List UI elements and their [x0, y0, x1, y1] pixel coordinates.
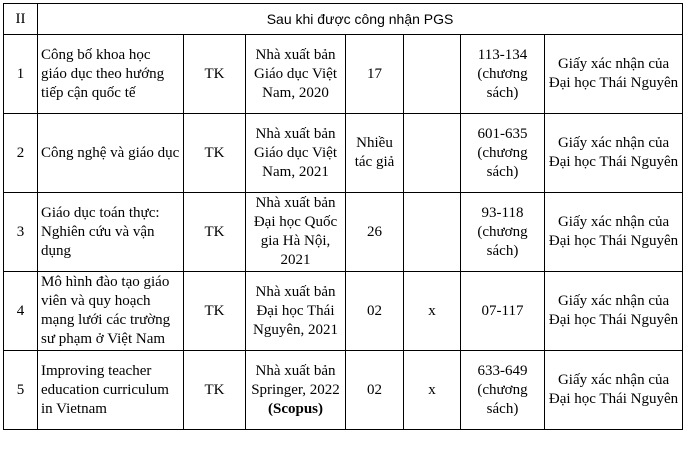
- confirmation-cell: Giấy xác nhận của Đại học Thái Nguyên: [545, 114, 683, 193]
- row-number: 2: [4, 114, 38, 193]
- table-row: [4, 351, 683, 430]
- index-note: (Scopus): [267, 400, 323, 417]
- row-number: 5: [4, 351, 38, 430]
- publication-type: TK: [184, 114, 246, 193]
- page-range: 113-134 (chương sách): [461, 35, 545, 114]
- table-row: [4, 114, 683, 193]
- author-count: 26: [346, 193, 404, 272]
- main-author-mark: x: [404, 351, 461, 430]
- section-header-row: [4, 4, 683, 35]
- table-row: [4, 193, 683, 272]
- publisher-text: Nhà xuất bản Giáo dục Việt Nam, 2021: [254, 125, 337, 180]
- section-number: II: [4, 4, 38, 35]
- row-number: 3: [4, 193, 38, 272]
- author-count: 02: [346, 351, 404, 430]
- publication-type: TK: [184, 193, 246, 272]
- publication-type: TK: [184, 35, 246, 114]
- page-range: 07-117: [461, 272, 545, 351]
- publication-title: Improving teacher education curriculum in Vietnam: [38, 351, 184, 430]
- publisher-cell: [246, 35, 346, 114]
- main-author-mark: [404, 193, 461, 272]
- publication-title: Công nghệ và giáo dục: [38, 114, 184, 193]
- page-range: 633-649 (chương sách): [461, 351, 545, 430]
- publisher-cell: [246, 193, 346, 272]
- publisher-text: Nhà xuất bản Springer, 2022: [251, 362, 340, 398]
- confirmation-cell: Giấy xác nhận của Đại học Thái Nguyên: [545, 35, 683, 114]
- publisher-cell: [246, 114, 346, 193]
- page-range: 93-118 (chương sách): [461, 193, 545, 272]
- publisher-text: Nhà xuất bản Đại học Quốc gia Hà Nội, 2021: [253, 195, 338, 268]
- confirmation-cell: Giấy xác nhận của Đại học Thái Nguyên: [545, 193, 683, 272]
- author-count: Nhiều tác giả: [346, 114, 404, 193]
- publication-table: [3, 3, 683, 430]
- table-row: [4, 35, 683, 114]
- publisher-text: Nhà xuất bản Đại học Thái Nguyên, 2021: [253, 283, 338, 338]
- publication-title: Mô hình đào tạo giáo viên và quy hoạch mạng lưới các trường sư phạm ở Việt Nam: [38, 272, 184, 351]
- confirmation-cell: Giấy xác nhận của Đại học Thái Nguyên: [545, 272, 683, 351]
- publication-title: Giáo dục toán thực: Nghiên cứu và vận dụng: [38, 193, 184, 272]
- author-count: 17: [346, 35, 404, 114]
- publisher-cell: [246, 351, 346, 430]
- publication-type: TK: [184, 351, 246, 430]
- row-number: 4: [4, 272, 38, 351]
- section-title: Sau khi được công nhận PGS: [38, 4, 683, 35]
- publisher-cell: [246, 272, 346, 351]
- main-author-mark: [404, 35, 461, 114]
- table-row: [4, 272, 683, 351]
- main-author-mark: [404, 114, 461, 193]
- publisher-text: Nhà xuất bản Giáo dục Việt Nam, 2020: [254, 46, 337, 101]
- publication-title: Công bố khoa học giáo dục theo hướng tiếp cận quốc tế: [38, 35, 184, 114]
- author-count: 02: [346, 272, 404, 351]
- row-number: 1: [4, 35, 38, 114]
- page-range: 601-635 (chương sách): [461, 114, 545, 193]
- main-author-mark: x: [404, 272, 461, 351]
- confirmation-cell: Giấy xác nhận của Đại học Thái Nguyên: [545, 351, 683, 430]
- publication-type: TK: [184, 272, 246, 351]
